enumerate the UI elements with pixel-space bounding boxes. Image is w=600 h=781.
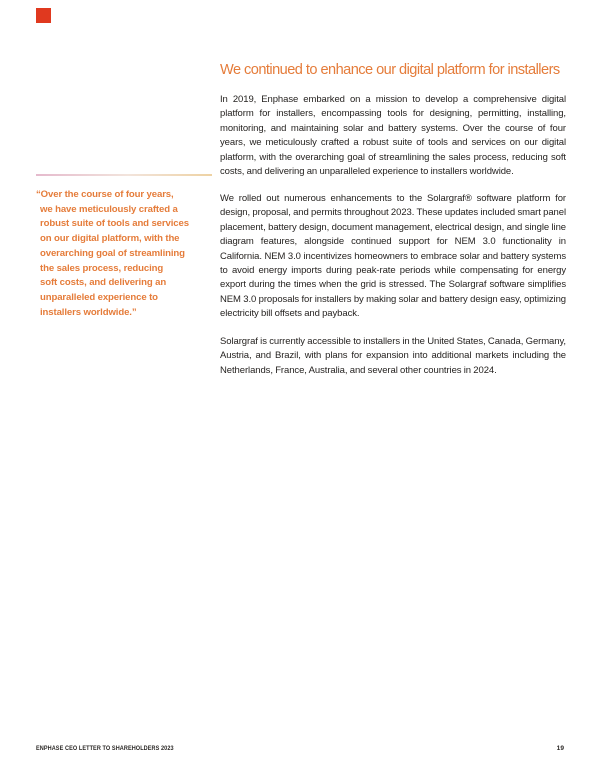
paragraph-container — [220, 335, 566, 378]
pull-quote-line: the sales process, reducing — [40, 262, 164, 274]
enphase-logo-icon — [36, 8, 51, 23]
article-heading: We continued to enhance our digital platform for installers — [220, 62, 560, 78]
pull-quote-line: unparalleled experience to — [40, 291, 158, 303]
pull-quote-line: we have meticulously crafted a — [40, 203, 178, 215]
body-paragraph: We rolled out numerous enhancements to the Solargraf® software platform for design, proposal, and permits throughout 2023. These updates included smart panel placement, battery design, document management, electrical design, and single line diagram features, alongside continued support for NEM 3.0 functionality in California. NEM 3.0 incentivizes homeowners to embrace solar and battery systems to avoid energy imports during peak-rate periods while compensating for energy export during the times when the grid is stressed. The Solargraf software simplifies NEM 3.0 proposals for installers by making solar and battery design easy, optimizing electricity bill offsets and payback. — [220, 193, 566, 320]
paragraph-container — [220, 93, 566, 192]
pull-quote — [36, 188, 222, 320]
body-paragraph: Solargraf is currently accessible to installers in the United States, Canada, Germany, Austria, and Brazil, with plans for expansion into additional markets including the Netherlands, France, Australia, and several other countries in 2024. — [220, 336, 566, 376]
article-column — [220, 60, 566, 378]
pull-quote-line: on our digital platform, with the — [40, 233, 180, 245]
gradient-divider — [36, 174, 212, 176]
pull-quote-line: soft costs, and delivering an — [40, 277, 167, 289]
footer-document-title: ENPHASE CEO LETTER TO SHAREHOLDERS 2023 — [36, 745, 174, 752]
pull-quote-line: “Over the course of four years, — [36, 189, 174, 200]
pull-quote-line: overarching goal of streamlining — [40, 247, 185, 259]
pull-quote-line: robust suite of tools and services — [40, 218, 189, 230]
paragraph-container — [220, 192, 566, 335]
footer-page-number: 19 — [556, 745, 564, 752]
pull-quote-line: installers worldwide.” — [40, 306, 137, 318]
body-paragraph: In 2019, Enphase embarked on a mission to develop a comprehensive digital platform for installers, encompassing tools for designing, permitting, installing, monitoring, and maintaining solar and battery systems. Over the course of four years, we meticulously crafted a robust suite of tools and services on our digital platform, with the overarching goal of streamlining the sales process, reducing soft costs, and delivering an unparalleled experience to installers worldwide. — [220, 94, 566, 178]
